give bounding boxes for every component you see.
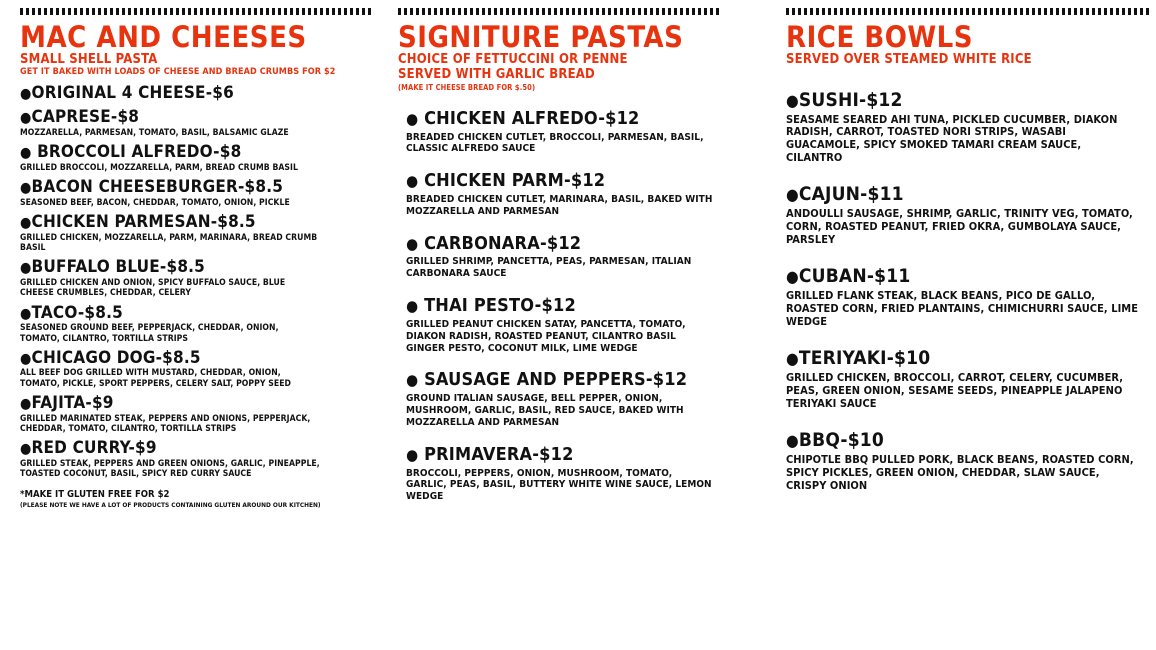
menu-item — [406, 172, 750, 217]
menu-item — [406, 232, 750, 280]
section-title: SIGNITURE PASTAS — [398, 20, 684, 54]
menu-item-name: CARBONARA-$12 — [424, 232, 582, 254]
menu-item-description: CHIPOTLE BBQ PULLED PORK, BLACK BEANS, ROASTED CORN, SPICY PICKLES, GREEN ONION, CHEDDAR, SLAW SAUCE, CRISPY ONION — [786, 452, 1134, 492]
menu-section-mac-and-cheeses — [0, 0, 378, 650]
menu-item-description: GRILLED MARINATED STEAK, PEPPERS AND ONIONS, PEPPERJACK, CHEDDAR, TOMATO, CILANTRO, TORTILLA STRIPS — [20, 413, 311, 434]
bullet-icon: ● — [20, 215, 32, 232]
menu-section-rice-bowls — [758, 0, 1156, 650]
menu-item — [20, 259, 370, 298]
bullet-icon: ● — [406, 445, 419, 464]
menu-item-name: CAJUN-$11 — [798, 183, 904, 206]
menu-item-description: GRILLED CHICKEN AND ONION, SPICY BUFFALO SAUCE, BLUE CHEESE CRUMBLES, CHEDDAR, CELERY — [20, 278, 286, 299]
menu-item-name: CHICKEN PARMESAN-$8.5 — [31, 212, 256, 233]
menu-item-description: ANDOULLI SAUSAGE, SHRIMP, GARLIC, TRINITY VEG, TOMATO, CORN, ROASTED PEANUT, FRIED OKRA, GUMBOLAYA SAUCE, PARSLEY — [786, 207, 1133, 247]
menu-item-name: BUFFALO BLUE-$8.5 — [31, 257, 206, 278]
bullet-icon: ● — [20, 145, 32, 162]
menu-item — [20, 437, 370, 479]
bullet-icon: ● — [20, 305, 32, 322]
bullet-icon: ● — [20, 440, 32, 457]
menu-item-name: CHICAGO DOG-$8.5 — [31, 347, 201, 368]
section-subtitle-secondary: GET IT BAKED WITH LOADS OF CHEESE AND BREAD CRUMBS FOR $2 — [20, 66, 336, 77]
bullet-icon: ● — [20, 86, 32, 103]
menu-item — [786, 185, 1146, 247]
menu-item-description: ALL BEEF DOG GRILLED WITH MUSTARD, CHEDDAR, ONION, TOMATO, PICKLE, SPORT PEPPERS, CELERY SALT, POPPY SEED — [20, 368, 292, 389]
menu-item-name: CUBAN-$11 — [798, 265, 911, 288]
bullet-icon: ● — [20, 395, 32, 412]
gluten-free-footnote: *MAKE IT GLUTEN FREE FOR $2 — [20, 489, 170, 501]
menu-item-name: CHICKEN ALFREDO-$12 — [424, 107, 640, 129]
menu-item-description: SEASONED GROUND BEEF, PEPPERJACK, CHEDDAR, ONION, TOMATO, CILANTRO, TORTILLA STRIPS — [20, 323, 279, 344]
menu-item-list — [398, 107, 750, 503]
menu-item — [786, 428, 1146, 493]
section-title: RICE BOWLS — [786, 20, 974, 54]
menu-item-name: BBQ-$10 — [798, 428, 884, 451]
menu-item-name: ORIGINAL 4 CHEESE-$6 — [31, 83, 234, 104]
menu-item — [20, 347, 370, 389]
divider-rule-top — [398, 8, 720, 18]
gluten-free-footnote-detail: (PLEASE NOTE WE HAVE A LOT OF PRODUCTS CONTAINING GLUTEN AROUND OUR KITCHEN) — [20, 501, 321, 510]
menu-item-description: GRILLED SHRIMP, PANCETTA, PEAS, PARMESAN, ITALIAN CARBONARA SAUCE — [406, 256, 692, 280]
menu-item-name: SUSHI-$12 — [798, 88, 903, 111]
menu-item-description: GRILLED CHICKEN, MOZZARELLA, PARM, MARINARA, BREAD CRUMB BASIL — [20, 233, 318, 254]
menu-item-name: CHICKEN PARM-$12 — [424, 170, 606, 192]
bullet-icon: ● — [786, 185, 799, 205]
menu-item — [20, 302, 370, 344]
menu-item-description: GRILLED PEANUT CHICKEN SATAY, PANCETTA, TOMATO, DIAKON RADISH, ROASTED PEANUT, CILANTRO BASIL GINGER PESTO, COCONUT MILK, LIME WEDGE — [406, 318, 686, 354]
bullet-icon: ● — [786, 267, 799, 287]
menu-item — [20, 109, 370, 138]
bullet-icon: ● — [20, 180, 32, 197]
menu-item-name: BACON CHEESEBURGER-$8.5 — [31, 177, 284, 198]
menu-item — [786, 267, 1146, 329]
menu-item — [786, 88, 1146, 166]
section-note: (MAKE IT CHEESE BREAD FOR $.50) — [398, 82, 536, 92]
menu-item-list — [20, 85, 370, 479]
menu-item — [20, 85, 370, 103]
divider-rule-top — [20, 8, 372, 18]
section-subtitle-secondary: SERVED WITH GARLIC BREAD — [398, 66, 595, 82]
menu-item-description: BREADED CHICKEN CUTLET, BROCCOLI, PARMESAN, BASIL, CLASSIC ALFREDO SAUCE — [406, 131, 704, 155]
bullet-icon: ● — [786, 430, 799, 450]
menu-item-description: BREADED CHICKEN CUTLET, MARINARA, BASIL, BAKED WITH MOZZARELLA AND PARMESAN — [406, 193, 713, 217]
bullet-icon: ● — [786, 90, 799, 110]
section-subtitle: SERVED OVER STEAMED WHITE RICE — [786, 51, 1032, 67]
menu-item-name: RED CURRY-$9 — [31, 437, 157, 458]
menu-item-name: CAPRESE-$8 — [31, 107, 140, 128]
menu-item-description: GRILLED FLANK STEAK, BLACK BEANS, PICO DE GALLO, ROASTED CORN, FRIED PLANTAINS, CHIMICHURRI SAUCE, LIME WEDGE — [786, 289, 1139, 329]
menu-item-name: SAUSAGE AND PEPPERS-$12 — [424, 369, 688, 391]
divider-rule-top — [786, 8, 1150, 18]
bullet-icon: ● — [406, 371, 419, 390]
bullet-icon: ● — [406, 234, 419, 253]
menu-item-name: BROCCOLI ALFREDO-$8 — [37, 142, 242, 163]
menu-item — [406, 297, 750, 354]
menu-item — [406, 107, 750, 155]
menu-item-name: PRIMAVERA-$12 — [424, 443, 574, 465]
menu-item-description: SEASAME SEARED AHI TUNA, PICKLED CUCUMBER, DIAKON RADISH, CARROT, TOASTED NORI STRIPS, WASABI GUACAMOLE, SPICY SMOKED TAMARI CREAM SAUCE, CILANTRO — [786, 112, 1118, 165]
bullet-icon: ● — [20, 260, 32, 277]
menu-item-name: TERIYAKI-$10 — [798, 347, 931, 370]
menu-item-name: TACO-$8.5 — [31, 302, 123, 323]
menu-item — [20, 214, 370, 253]
menu-item — [786, 349, 1146, 411]
menu-item — [20, 392, 370, 434]
menu-item-description: MOZZARELLA, PARMESAN, TOMATO, BASIL, BALSAMIC GLAZE — [20, 128, 289, 139]
section-subtitle: SMALL SHELL PASTA — [20, 51, 158, 67]
menu-item-list — [786, 88, 1146, 493]
menu-item-description: GROUND ITALIAN SAUSAGE, BELL PEPPER, ONION, MUSHROOM, GARLIC, BASIL, RED SAUCE, BAKED WITH MOZZARELLA AND PARMESAN — [406, 393, 684, 428]
bullet-icon: ● — [406, 297, 419, 316]
menu-item-name: FAJITA-$9 — [31, 392, 114, 413]
bullet-icon: ● — [406, 109, 419, 128]
menu-item — [406, 371, 750, 428]
bullet-icon: ● — [20, 110, 32, 127]
menu-item-description: GRILLED BROCCOLI, MOZZARELLA, PARM, BREAD CRUMB BASIL — [20, 163, 298, 174]
menu-item — [20, 179, 370, 208]
bullet-icon: ● — [786, 349, 799, 369]
menu-item-description: SEASONED BEEF, BACON, CHEDDAR, TOMATO, ONION, PICKLE — [20, 198, 290, 209]
section-title: MAC AND CHEESES — [20, 20, 307, 54]
menu-section-signiture-pastas — [378, 0, 758, 650]
bullet-icon: ● — [406, 172, 419, 191]
section-subtitle: CHOICE OF FETTUCCINI OR PENNE — [398, 51, 628, 67]
menu-item-description: BROCCOLI, PEPPERS, ONION, MUSHROOM, TOMATO, GARLIC, PEAS, BASIL, BUTTERY WHITE WINE SAUCE, LEMON WEDGE — [406, 467, 712, 503]
menu-item — [20, 144, 370, 173]
bullet-icon: ● — [20, 350, 32, 367]
menu-item-description: GRILLED CHICKEN, BROCCOLI, CARROT, CELERY, CUCUMBER, PEAS, GREEN ONION, SESAME SEEDS, PINEAPPLE JALAPENO TERIYAKI SAUCE — [786, 371, 1124, 410]
menu-item-name: THAI PESTO-$12 — [424, 295, 576, 317]
menu-item — [406, 443, 750, 503]
menu-item-description: GRILLED STEAK, PEPPERS AND GREEN ONIONS, GARLIC, PINEAPPLE, TOASTED COCONUT, BASIL, SPICY RED CURRY SAUCE — [20, 458, 320, 479]
